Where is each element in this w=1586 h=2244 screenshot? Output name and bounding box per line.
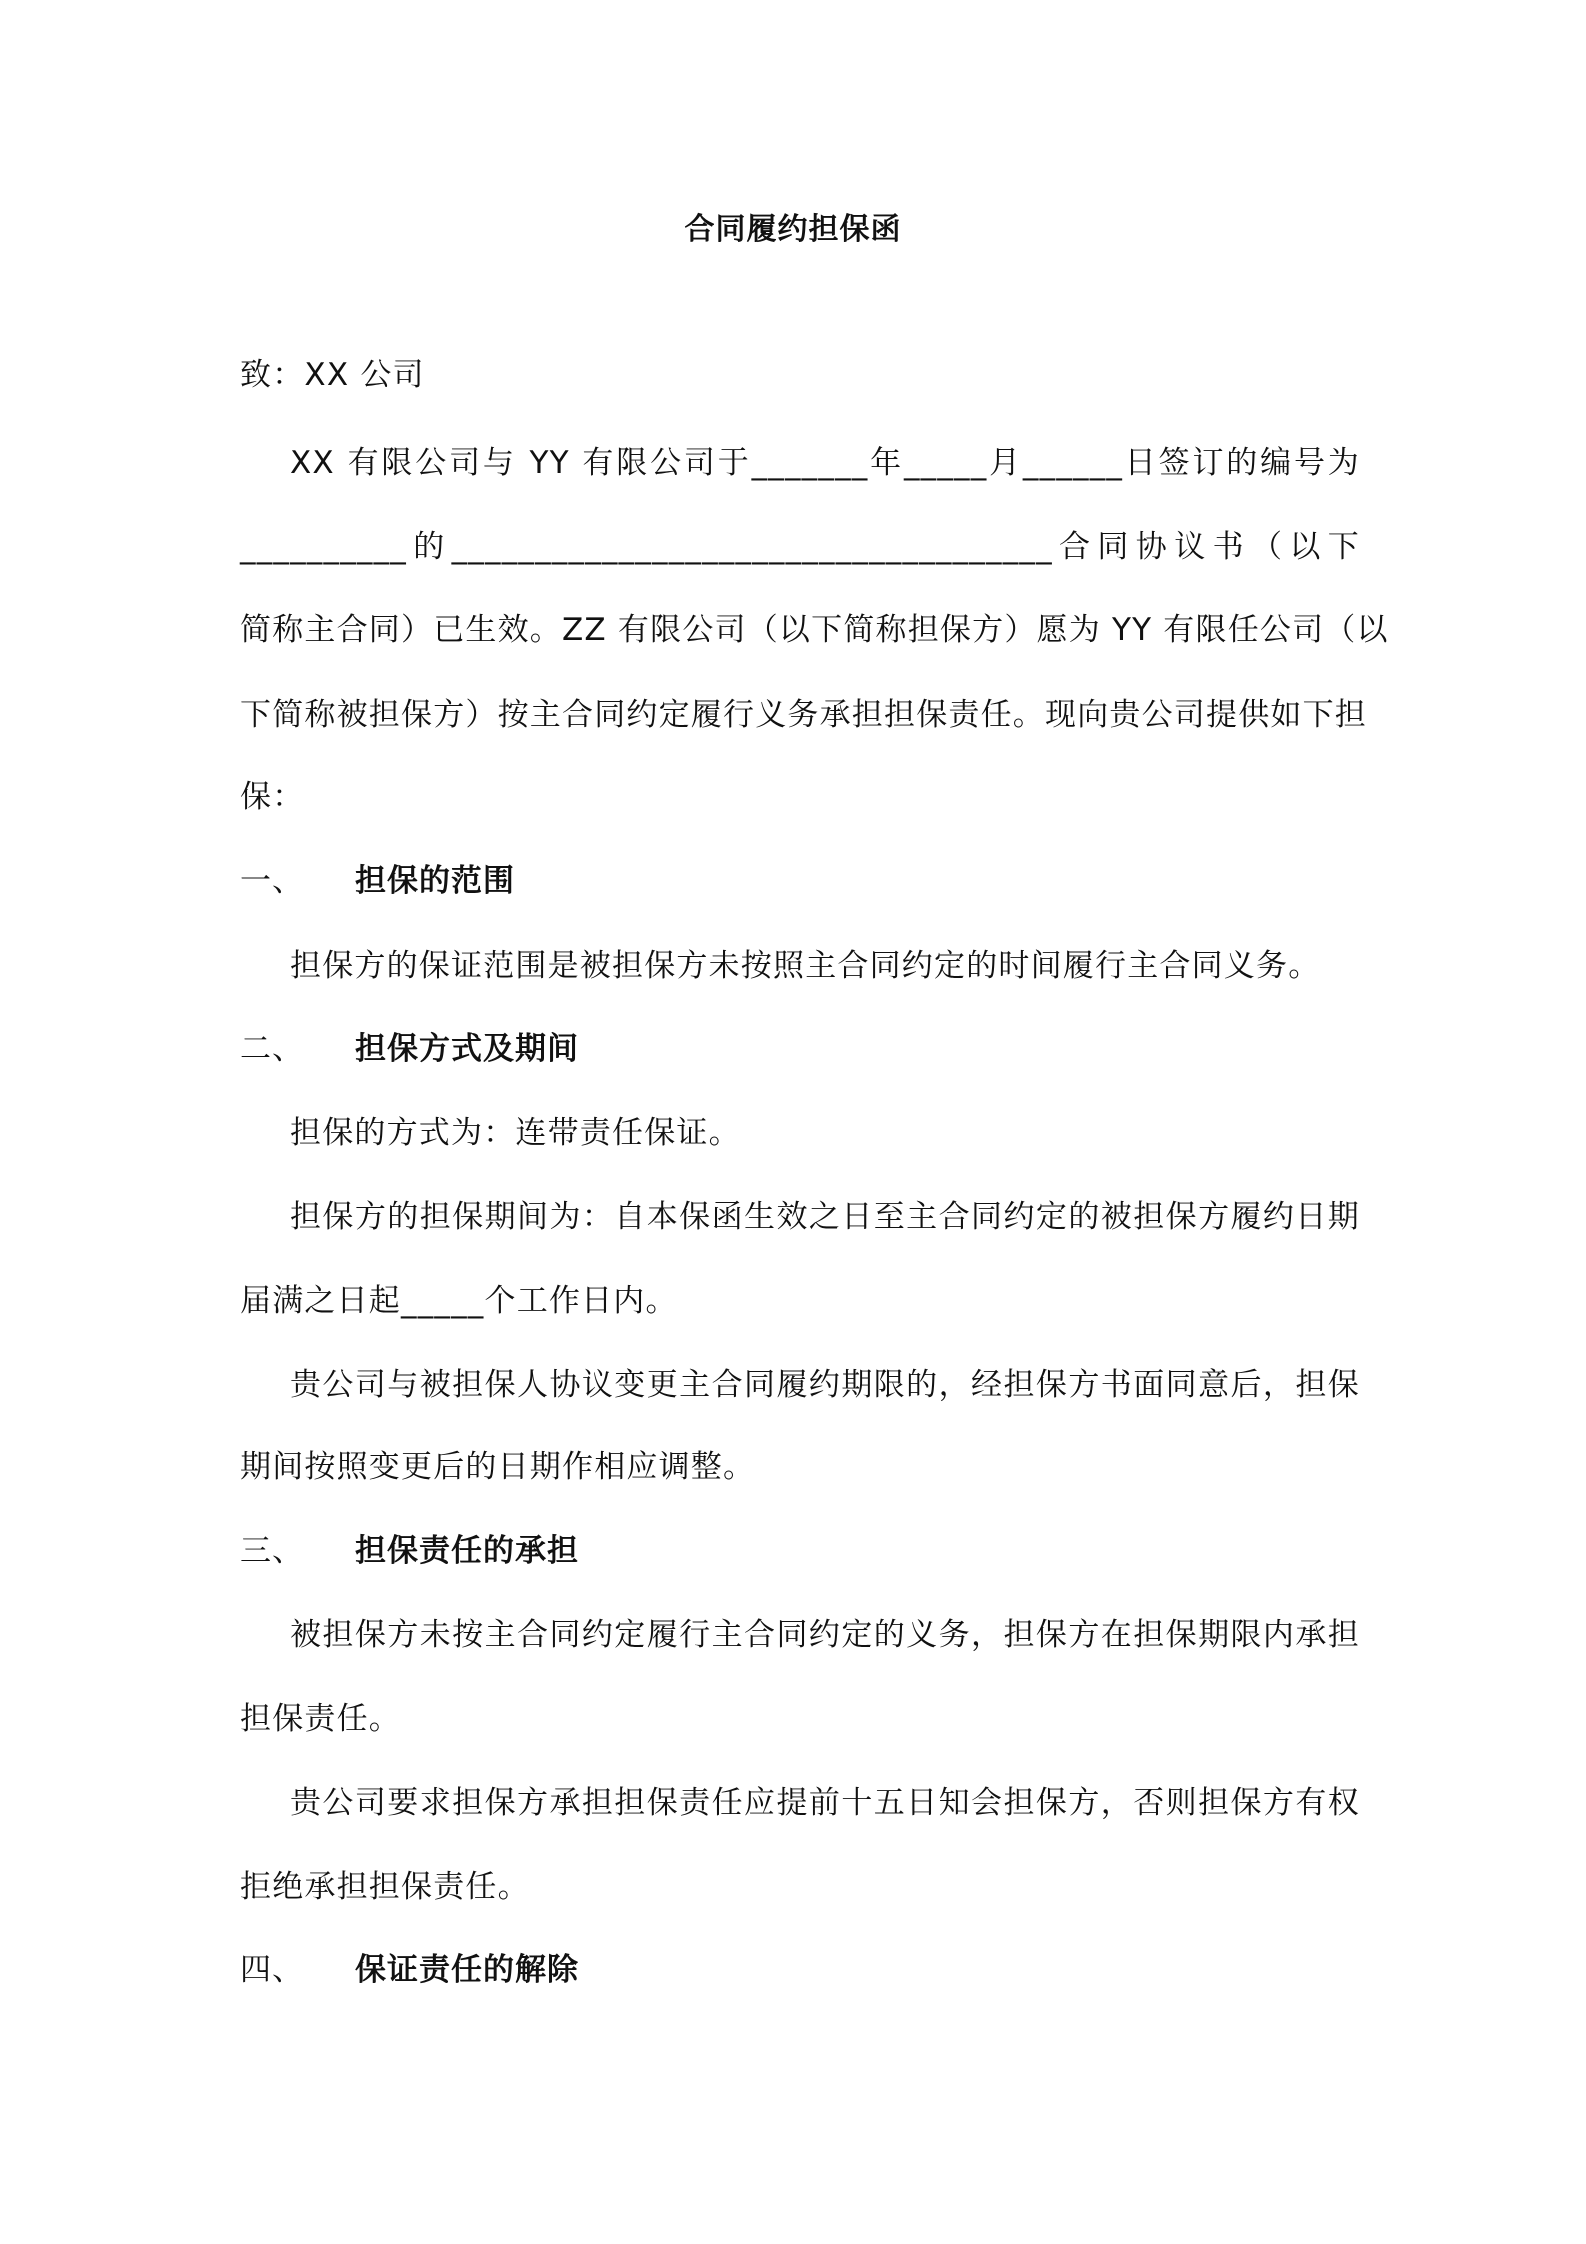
section-3-line-1: 被担保方未按主合同约定履行主合同约定的义务，担保方在担保期限内承担 [290, 1617, 1360, 1653]
section-3-line-4: 拒绝承担担保责任。 [240, 1869, 530, 1905]
intro-line-2: __________的____________________________________合同协议书（以下 [240, 529, 1360, 565]
section-2-line-1: 担保的方式为：连带责任保证。 [290, 1115, 741, 1151]
section-heading-4 [240, 1945, 1360, 1995]
section-2-line-5: 期间按照变更后的日期作相应调整。 [240, 1449, 756, 1485]
section-2-line-3: 届满之日起_____个工作日内。 [240, 1283, 678, 1319]
intro-line-3: 简称主合同）已生效。ZZ 有限公司（以下简称担保方）愿为 YY 有限任公司（以 [240, 612, 1389, 648]
addressee: 致：XX 公司 [240, 357, 425, 393]
section-number: 四、 [240, 1952, 304, 1988]
section-2-line-4: 贵公司与被担保人协议变更主合同履约期限的，经担保方书面同意后，担保 [290, 1367, 1360, 1403]
section-title: 担保方式及期间 [355, 1031, 579, 1067]
section-title: 担保责任的承担 [355, 1533, 579, 1569]
section-title: 保证责任的解除 [355, 1952, 579, 1988]
section-3-line-2: 担保责任。 [240, 1701, 401, 1737]
intro-line-4: 下简称被担保方）按主合同约定履行义务承担担保责任。现向贵公司提供如下担 [240, 697, 1367, 733]
document-title: 合同履约担保函 [684, 212, 902, 247]
section-heading-2 [240, 1024, 1360, 1074]
section-heading-1 [240, 856, 1360, 906]
intro-line-1: XX 有限公司与 YY 有限公司于_______年_____月______日签订的编号为 [290, 445, 1360, 481]
section-3-line-3: 贵公司要求担保方承担担保责任应提前十五日知会担保方，否则担保方有权 [290, 1785, 1360, 1821]
section-title: 担保的范围 [355, 863, 515, 899]
intro-line-5: 保： [240, 779, 305, 815]
section-number: 三、 [240, 1533, 304, 1569]
section-2-line-2: 担保方的担保期间为：自本保函生效之日至主合同约定的被担保方履约日期 [290, 1199, 1360, 1235]
section-heading-3 [240, 1526, 1360, 1576]
section-number: 二、 [240, 1031, 304, 1067]
section-1-line-1: 担保方的保证范围是被担保方未按照主合同约定的时间履行主合同义务。 [290, 948, 1321, 984]
section-number: 一、 [240, 863, 304, 899]
